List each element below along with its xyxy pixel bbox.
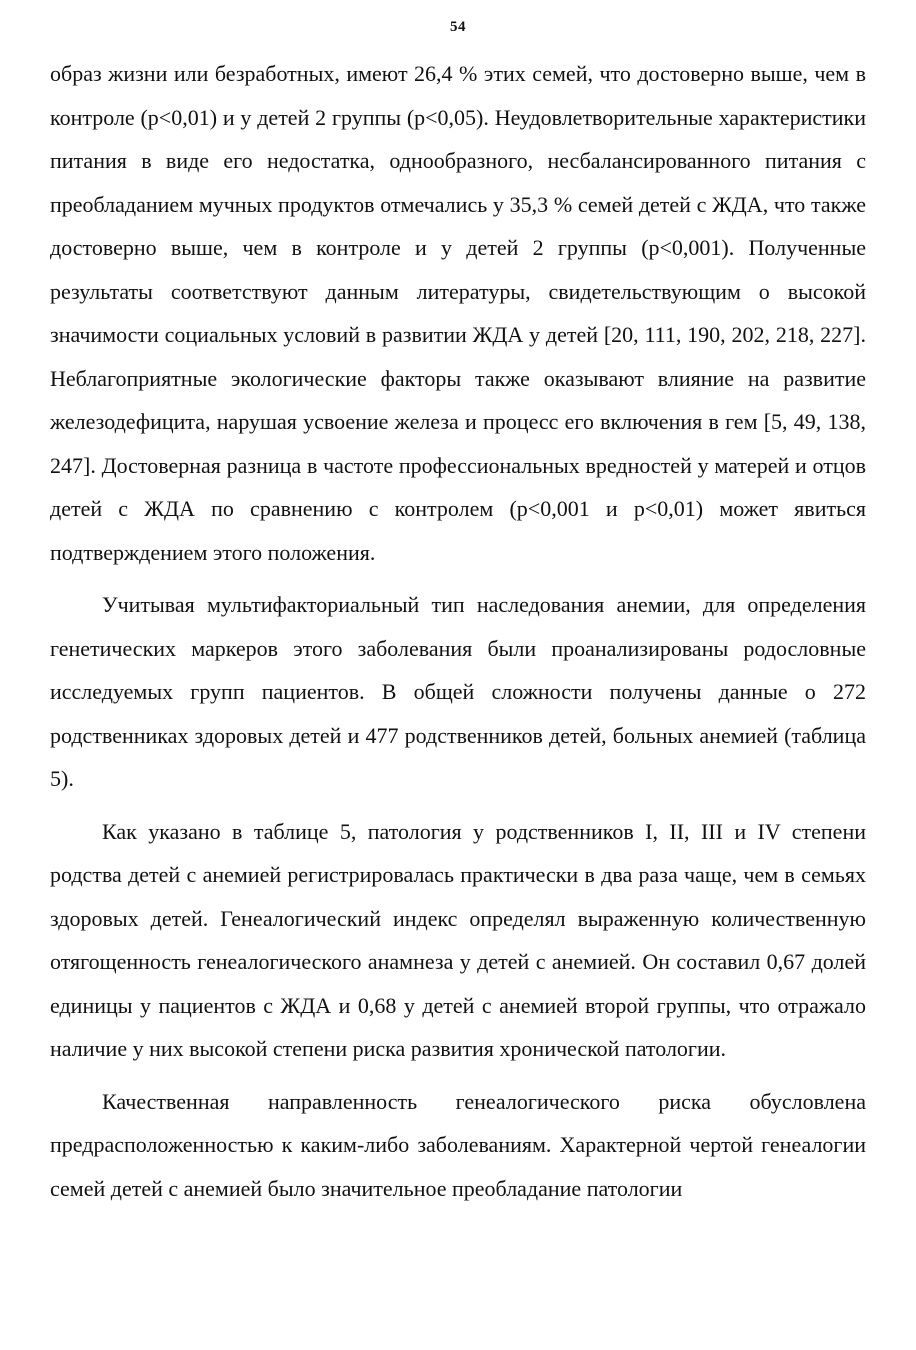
paragraph-socioeconomic-factors: образ жизни или безработных, имеют 26,4 % этих семей, что достоверно выше, чем в контроле (р<0,01) и у детей 2 группы (р<0,05). Неудовлетворительные характеристики питания в виде его недостатка, однообразного, несбалансированного питания с преобладанием мучных продуктов отмечались у 35,3 % семей детей с ЖДА, что также достоверно выше, чем в контроле и у детей 2 группы (р<0,001). Полученные результаты соответствуют данным литературы, свидетельствующим о высокой значимости социальных условий в развитии ЖДА у детей [20, 111, 190, 202, 218, 227]. Неблагоприятные экологические факторы также оказывают влияние на развитие железодефицита, нарушая усвоение железа и процесс его включения в гем [5, 49, 138, 247]. Достоверная разница в частоте профессиональных вредностей у матерей и отцов детей с ЖДА по сравнению с контролем (р<0,001 и р<0,01) может явиться подтверждением этого положения. [50,61,866,565]
paragraph-genetic-markers: Учитывая мультифакториальный тип наследования анемии, для определения генетических маркеров этого заболевания были проанализированы родословные исследуемых групп пациентов. В общей сложности получены данные о 272 родственниках здоровых детей и 477 родственников детей, больных анемией (таблица 5). [50,592,866,791]
paragraph-genealogical-risk: Качественная направленность генеалогического риска обусловлена предрасположенностью к каким-либо заболеваниям. Характерной чертой генеалогии семей детей с анемией было значительное преобладание патологии [50,1088,866,1201]
paragraph-genealogical-index: Как указано в таблице 5, патология у родственников I, II, III и IV степени родства детей с анемией регистрировалась практически в два раза чаще, чем в семьях здоровых детей. Генеалогический индекс определял выраженную количественную отягощенность генеалогического анамнеза у детей с анемией. Он составил 0,67 долей единицы у пациентов с ЖДА и 0,68 у детей с анемией второй группы, что отражало наличие у них высокой степени риска развития хронической патологии. [50,818,866,1061]
document-body [50,52,866,1210]
page-number: 54 [450,19,466,35]
